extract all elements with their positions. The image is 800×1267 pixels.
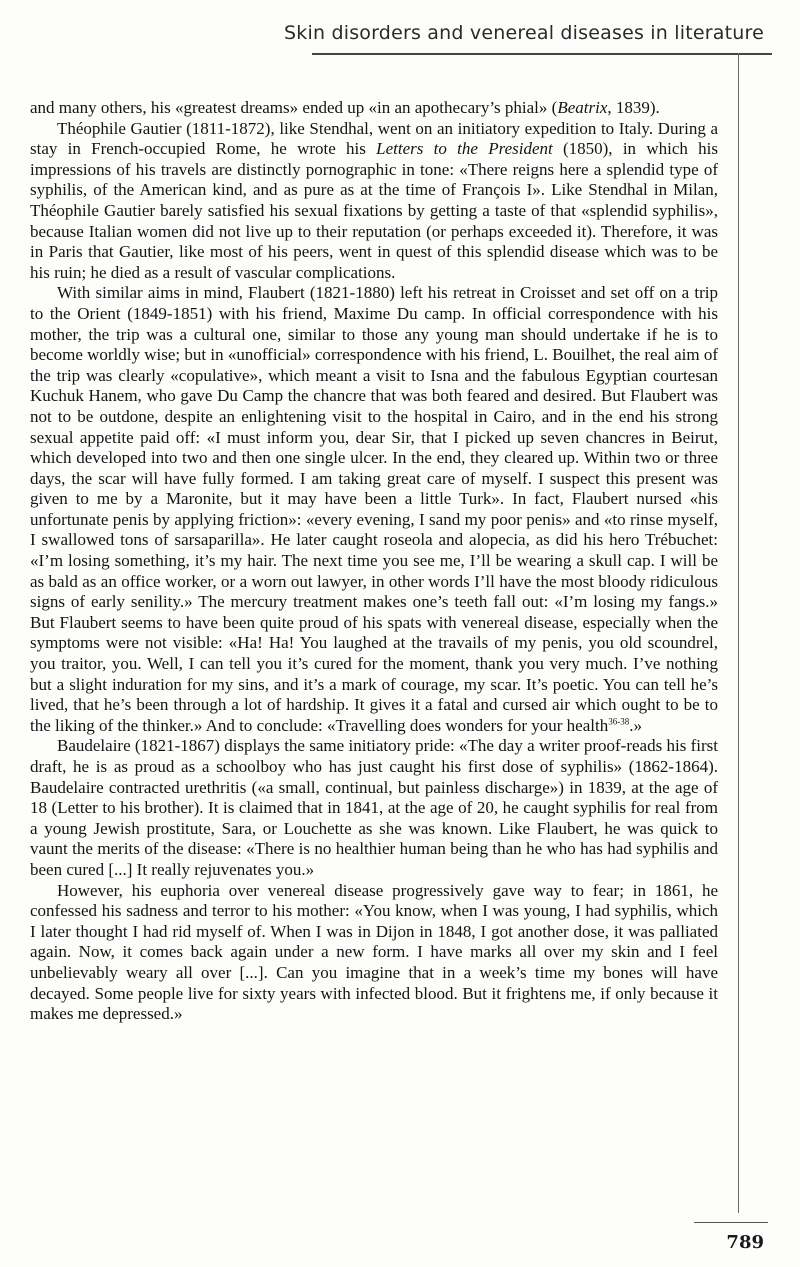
paragraph (30, 881, 718, 1025)
text-run: However, his euphoria over venereal disease progressively gave way to fear; in 1861, he confessed his sadness and terror to his mother: «You know, when I was young, I had syphilis, which I later thought I had rid myself of. When I was in Dijon in 1848, I got another dose, it was palliated again. Now, it comes back again under a new form. I have marks all over my skin and I feel unbelievably weary all over [...]. Can you imagine that in a week’s time my bones will have decayed. Some people live for sixty years with infected blood. But it frightens me, if only because it makes me depressed.» (30, 880, 718, 1024)
italic-title: Beatrix (557, 98, 608, 117)
text-run: , 1839). (607, 98, 660, 117)
text-run: .» (629, 715, 642, 735)
paragraph (30, 283, 718, 736)
citation-superscript: 36-38 (608, 716, 630, 727)
paragraph (30, 98, 718, 119)
page-number: 789 (726, 1232, 764, 1253)
text-run: (1850), in which his impressions of his travels are distinctly pornographic in tone: «There reigns here a splendid type of syphilis, of the American kind, and as pure as at the time of François I». Like Stendhal in Milan, Théophile Gautier barely satisfied his sexual fixations by getting a taste of that «splendid syphilis», because Italian women did not live up to their reputation (or perhaps exceeded it). Therefore, it was in Paris that Gautier, like most of his peers, went in quest of this splendid disease which was to be his ruin; he died as a result of vascular complications. (30, 139, 718, 282)
text-run: Théophile Gautier (1811-1872), like Stendhal, went on an initiatory expedition to Italy. During a stay in French-occupied Rome, he wrote his (30, 118, 718, 159)
paragraph (30, 736, 718, 880)
text-run: Baudelaire (1821-1867) displays the same initiatory pride: «The day a writer proof-reads his first draft, he is as proud as a schoolboy who has just caught his first dose of syphilis» (1862-1864). Baudelaire contracted urethritis («a small, continual, but painless discharge») in 1839, at the age of 18 (Letter to his brother). It is claimed that in 1841, at the age of 20, he caught syphilis for real from a young Jewish prostitute, Sara, or Louchette as she was known. Like Flaubert, he was quick to vaunt the merits of the disease: «There is no healthier human being than he who has had syphilis and been cured [...] It really rejuvenates you.» (30, 736, 718, 879)
running-header: Skin disorders and venereal diseases in literature (284, 22, 764, 44)
header-rule (312, 53, 772, 55)
footer-rule (694, 1222, 768, 1223)
paragraph (30, 119, 718, 284)
text-run: and many others, his «greatest dreams» ended up «in an apothecary’s phial» ( (30, 98, 558, 117)
text-run: With similar aims in mind, Flaubert (1821-1880) left his retreat in Croisset and set off on a trip to the Orient (1849-1851) with his friend, Maxime Du camp. In official correspondence with his mother, the trip was a cultural one, similar to those any young man should undertake if he is to become worldly wise; but in «unofficial» correspondence with his friend, L. Bouilhet, the real aim of the trip was clearly «copulative», which meant a visit to Isna and the fabulous Egyptian courtesan Kuchuk Hanem, who gave Du Camp the chancre that was both feared and desired. But Flaubert was not to be outdone, despite an enlightening visit to the hospital in Cairo, and in the end his strong sexual appetite paid off: «I must inform you, dear Sir, that I picked up seven chancres in Beirut, which developed into two and then one single ulcer. In the end, they cleared up. Within two or three days, the scar will have fully formed. I am taking great care of myself. I suspect this present was given to me by a Maronite, but it may have been a little Turk». In fact, Flaubert nursed «his unfortunate penis by applying friction»: «every evening, I sand my poor penis» and «to rinse myself, I swallowed tons of sarsaparilla». He later caught roseola and alopecia, as did his hero Trébuchet: «I’m losing something, it’s my hair. The next time you see me, I’ll be wearing a skull cap. I will be as bald as an office worker, or a worn out lawyer, in other words I’ll have the most bloody ridiculous signs of early senility.» The mercury treatment makes one’s teeth fall out: «I’m losing my fangs.» But Flaubert seems to have been quite proud of his spats with venereal disease, especially when the symptoms were not visible: «Ha! Ha! You laughed at the travails of my penis, you old scoundrel, you traitor, you. Well, I can tell you it’s cured for the moment, thank you very much. I’ve nothing but a slight induration for my sins, and it’s a mark of courage, my scar. It’s poetic. You can tell he’s lived, that he’s been through a lot of hardship. It gives it a fatal and cursed air which ought to be to the liking of the thinker.» And to conclude: «Travelling does wonders for your health (30, 283, 719, 735)
margin-rule (738, 53, 739, 1213)
body-text (30, 98, 718, 1025)
italic-title: Letters to the President (376, 139, 553, 159)
